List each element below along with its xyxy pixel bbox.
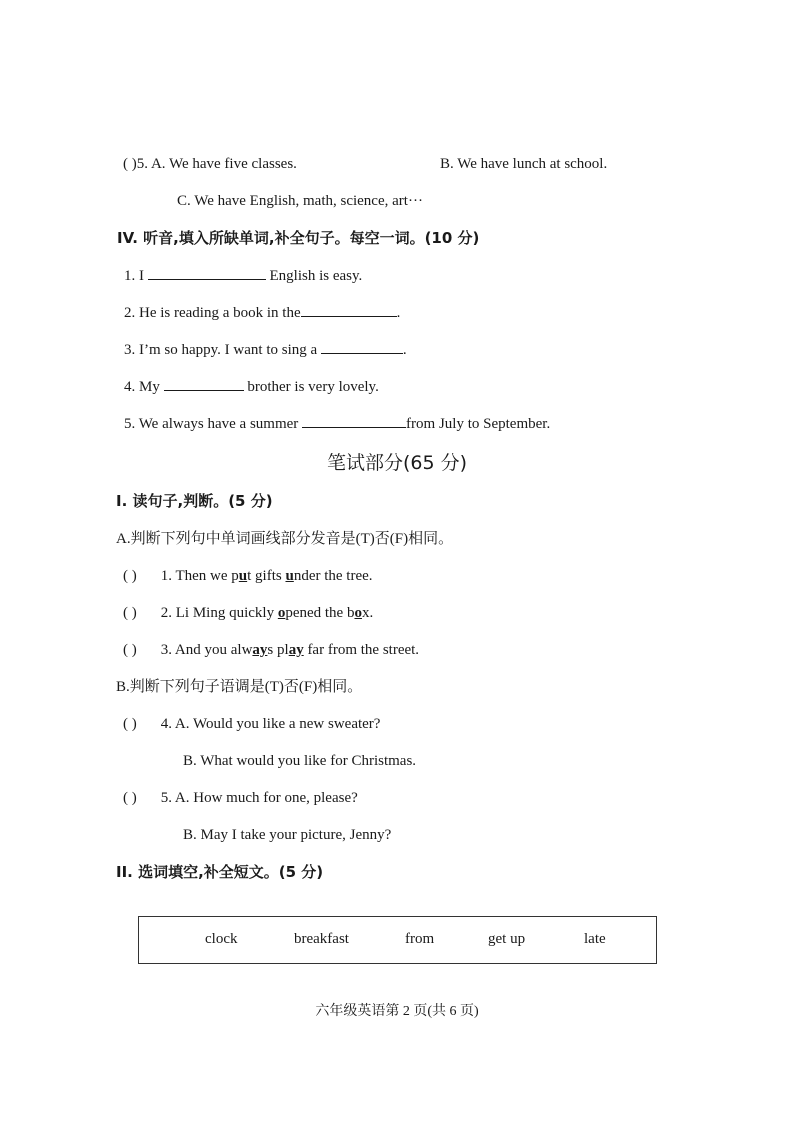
written-section-title: 笔试部分(65 分) bbox=[326, 452, 468, 474]
judge-item-5: ( ) 5. A. How much for one, please? bbox=[123, 790, 358, 806]
judge-item-3: ( ) 3. And you always play far from the street. bbox=[123, 642, 420, 658]
question-5-row bbox=[123, 154, 297, 174]
blank-field[interactable] bbox=[164, 376, 244, 391]
part-2-heading: II. 选词填空,补全短文。(5 分) bbox=[116, 863, 324, 881]
fill-item-4: 4. My brother is very lovely. bbox=[124, 376, 379, 397]
judge-item-4-b: B. What would you like for Christmas. bbox=[183, 753, 417, 769]
part-4-heading: IV. 听音,填入所缺单词,补全句子。每空一词。(10 分) bbox=[117, 229, 480, 247]
judge-item-4: ( ) 4. A. Would you like a new sweater? bbox=[123, 716, 381, 732]
sub-b-instruction: B.判断下列句子语调是(T)否(F)相同。 bbox=[116, 679, 363, 695]
fill-item-2: 2. He is reading a book in the . bbox=[124, 302, 400, 323]
word-bank-item: clock bbox=[205, 931, 238, 947]
fill-item-1: 1. I English is easy. bbox=[124, 265, 362, 286]
blank-field[interactable] bbox=[321, 339, 403, 354]
blank-field[interactable] bbox=[302, 413, 406, 428]
page-footer: 六年级英语第 2 页(共 6 页) bbox=[315, 1004, 479, 1019]
word-bank-box bbox=[138, 916, 657, 964]
judge-item-5-b: B. May I take your picture, Jenny? bbox=[183, 827, 392, 843]
word-bank-item: late bbox=[584, 931, 606, 947]
option-a: A. We have five classes. bbox=[150, 156, 297, 172]
word-bank-item: from bbox=[405, 931, 435, 947]
answer-paren[interactable]: ( ) bbox=[123, 568, 137, 584]
sub-a-instruction: A.判断下列句中单词画线部分发音是(T)否(F)相同。 bbox=[116, 531, 454, 547]
blank-field[interactable] bbox=[148, 265, 266, 280]
answer-paren[interactable]: ( ) bbox=[123, 642, 137, 658]
answer-paren[interactable]: ( ) bbox=[123, 156, 137, 172]
blank-field[interactable] bbox=[301, 302, 397, 317]
fill-item-3: 3. I’m so happy. I want to sing a . bbox=[124, 339, 407, 360]
part-1-heading: I. 读句子,判断。(5 分) bbox=[116, 492, 273, 510]
judge-item-1: ( ) 1. Then we put gifts under the tree. bbox=[123, 568, 373, 584]
fill-item-5: 5. We always have a summer from July to September. bbox=[124, 413, 550, 434]
answer-paren[interactable]: ( ) bbox=[123, 790, 137, 806]
option-b: B. We have lunch at school. bbox=[440, 156, 608, 172]
answer-paren[interactable]: ( ) bbox=[123, 605, 137, 621]
word-bank-item: get up bbox=[488, 931, 526, 947]
question-number: 5. bbox=[136, 156, 148, 172]
word-bank-item: breakfast bbox=[294, 931, 349, 947]
judge-item-2: ( ) 2. Li Ming quickly opened the box. bbox=[123, 605, 374, 621]
option-c: C. We have English, math, science, art··· bbox=[177, 193, 423, 209]
answer-paren[interactable]: ( ) bbox=[123, 716, 137, 732]
